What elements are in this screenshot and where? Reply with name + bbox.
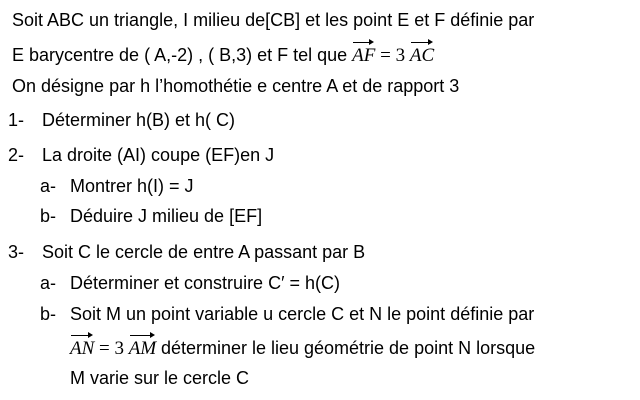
intro-line-2 [12, 41, 434, 68]
question-3-number: 3- [8, 242, 25, 262]
question-3b-line-2-text: déterminer le lieu géométrie de point N lorsque [160, 338, 536, 358]
question-3b-label: b- [40, 304, 57, 324]
intro-line-2-text: E barycentre de ( A,-2) , ( B,3) et F tel que [12, 45, 348, 65]
question-1-number: 1- [8, 110, 25, 130]
question-2b-label: b- [40, 206, 57, 226]
vector-expression [352, 45, 434, 66]
question-3a-text: Déterminer et construire C′ = h(C) [70, 273, 340, 293]
question-2a-label: a- [40, 176, 57, 196]
question-3b-line-2 [70, 334, 535, 361]
vector-ac: AC [410, 41, 434, 68]
question-2a-text: Montrer h(I) = J [70, 176, 194, 196]
equation-operator: = 3 [94, 338, 129, 359]
question-3-text: Soit C le cercle de entre A passant par B [42, 242, 366, 262]
question-1-text: Déterminer h(B) et h( C) [42, 110, 236, 130]
question-2 [8, 143, 274, 167]
question-2a [40, 174, 194, 198]
question-2b-text: Déduire J milieu de [EF] [70, 206, 263, 226]
question-3a-label: a- [40, 273, 57, 293]
question-3 [8, 240, 365, 264]
question-3a [40, 271, 340, 295]
question-3b [40, 302, 534, 326]
question-2-text: La droite (AI) coupe (EF)en J [42, 145, 275, 165]
intro-line-3: On désigne par h l’homothétie e centre A et de rapport 3 [12, 76, 460, 96]
question-2b [40, 204, 262, 228]
vector-expression [70, 338, 161, 359]
question-2-number: 2- [8, 145, 25, 165]
vector-am: AM [129, 334, 156, 361]
question-1 [8, 108, 235, 132]
vector-af: AF [352, 41, 375, 68]
question-3b-line-3: M varie sur le cercle C [70, 368, 250, 388]
vector-an: AN [70, 334, 94, 361]
question-3b-text: Soit M un point variable u cercle C et N le point définie par [70, 304, 535, 324]
intro-line-1: Soit ABC un triangle, I milieu de[CB] et les point E et F définie par [12, 10, 535, 30]
equation-operator: = 3 [375, 45, 410, 66]
